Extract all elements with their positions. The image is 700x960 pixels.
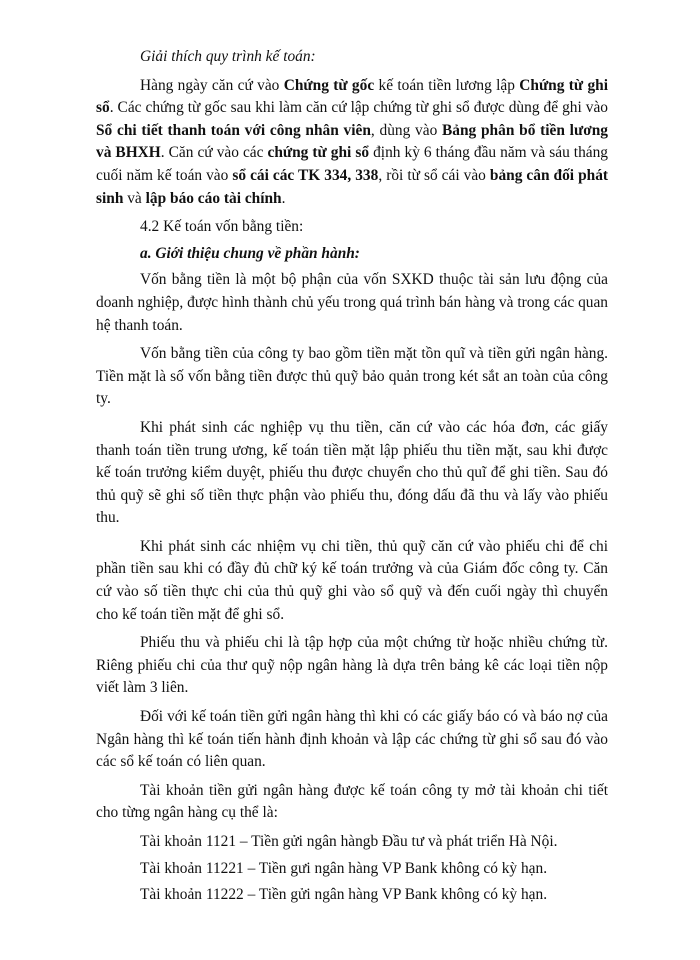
paragraph: Vốn bằng tiền là một bộ phận của vốn SXKD thuộc tài sản lưu động của doanh nghiệp, được hình thành chủ yếu trong quá trình bán hàng và trong các quan hệ thanh toán. (96, 271, 608, 334)
paragraph: Phiếu thu và phiếu chi là tập hợp của một chứng từ hoặc nhiều chứng từ. Riêng phiếu chi của thư quỹ nộp ngân hàng là dựa trên bảng kê các loại tiền nộp viết làm 3 liên. (96, 634, 608, 697)
paragraph: Khi phát sinh các nghiệp vụ thu tiền, căn cứ vào các hóa đơn, các giấy thanh toán tiền trung ương, kế toán tiền mặt lập phiếu thu tiền mặt, sau khi được kế toán trưởng kiểm duyệt, phiếu thu được chuyển cho thủ quĩ để ghi tiền. Sau đó thủ quỹ sẽ ghi số tiền thực phận vào phiếu thu, đóng dấu đã thu và lấy vào phiếu thu. (96, 418, 608, 527)
paragraph: Đối với kế toán tiền gửi ngân hàng thì khi có các giấy báo có và báo nợ của Ngân hàng thì kế toán tiến hành định khoản và lập các chứng từ ghi sổ sau đó vào các sổ kế toán có liên quan. (96, 708, 608, 771)
heading-4-2: 4.2 Kế toán vốn bằng tiền: (140, 218, 304, 236)
bold-term: Sổ chi tiết thanh toán với công nhân viên (96, 121, 371, 139)
text-run: , rồi từ sổ cái vào (378, 166, 490, 184)
paragraph: Vốn bằng tiền của công ty bao gồm tiền mặt tồn quĩ và tiền gửi ngân hàng. Tiền mặt là số vốn bằng tiền được thủ quỹ bảo quản trong két sắt an toàn của công ty. (96, 345, 608, 408)
account-line: Tài khoản 11222 – Tiền gửi ngân hàng VP Bank không có kỳ hạn. (140, 886, 548, 904)
account-line: Tài khoản 1121 – Tiền gửi ngân hàngb Đầu tư và phát triển Hà Nội. (140, 833, 558, 850)
bold-term: bảng cân đối phát sinh (96, 166, 609, 207)
section-title: Giải thích quy trình kế toán: (140, 48, 316, 65)
bold-term: Chứng từ ghi sổ (96, 76, 609, 117)
paragraph: Khi phát sinh các nhiệm vụ chi tiền, thủ quỹ căn cứ vào phiếu chi để chi phần tiền sau khi có đầy đủ chữ ký kế toán trưởng và của Giám đốc công ty. Căn cứ vào số tiền thực chi của thủ quỹ ghi vào sổ quỹ và đến cuối ngày thì chuyển cho kế toán tiền mặt để ghi sổ. (96, 537, 608, 623)
text-run: định kỳ 6 tháng đầu năm và sáu tháng cuối năm kế toán vào (96, 144, 608, 184)
text-run: và (123, 189, 146, 207)
bold-term: Chứng từ gốc (283, 76, 375, 94)
document-page (96, 46, 608, 911)
text-run: . (281, 189, 286, 207)
subheading-a: a. Giới thiệu chung về phần hành: (140, 244, 360, 262)
paragraph: Tài khoản tiền gửi ngân hàng được kế toán công ty mở tài khoản chi tiết cho từng ngân hàng cụ thể là: (96, 781, 608, 822)
paragraph-intro (96, 75, 608, 211)
account-line: Tài khoản 11221 – Tiền gưi ngân hàng VP Bank không có kỳ hạn. (140, 859, 548, 877)
text-run: . Căn cứ vào các (160, 144, 268, 162)
bold-term: Bảng phân bổ tiền lương và BHXH (96, 121, 608, 162)
text-run: Hàng ngày căn cứ vào (140, 76, 284, 94)
bold-term: sổ cái các TK 334, 338 (232, 166, 379, 184)
bold-term: lập báo cáo tài chính (145, 189, 282, 207)
text-run: . Các chứng từ gốc sau khi làm căn cứ lập chứng từ ghi sổ được dùng để ghi vào (109, 99, 608, 117)
text-run: , dùng vào (370, 121, 443, 139)
text-run: kế toán tiền lương lập (374, 76, 520, 94)
bold-term: chứng từ ghi sổ (267, 144, 370, 162)
